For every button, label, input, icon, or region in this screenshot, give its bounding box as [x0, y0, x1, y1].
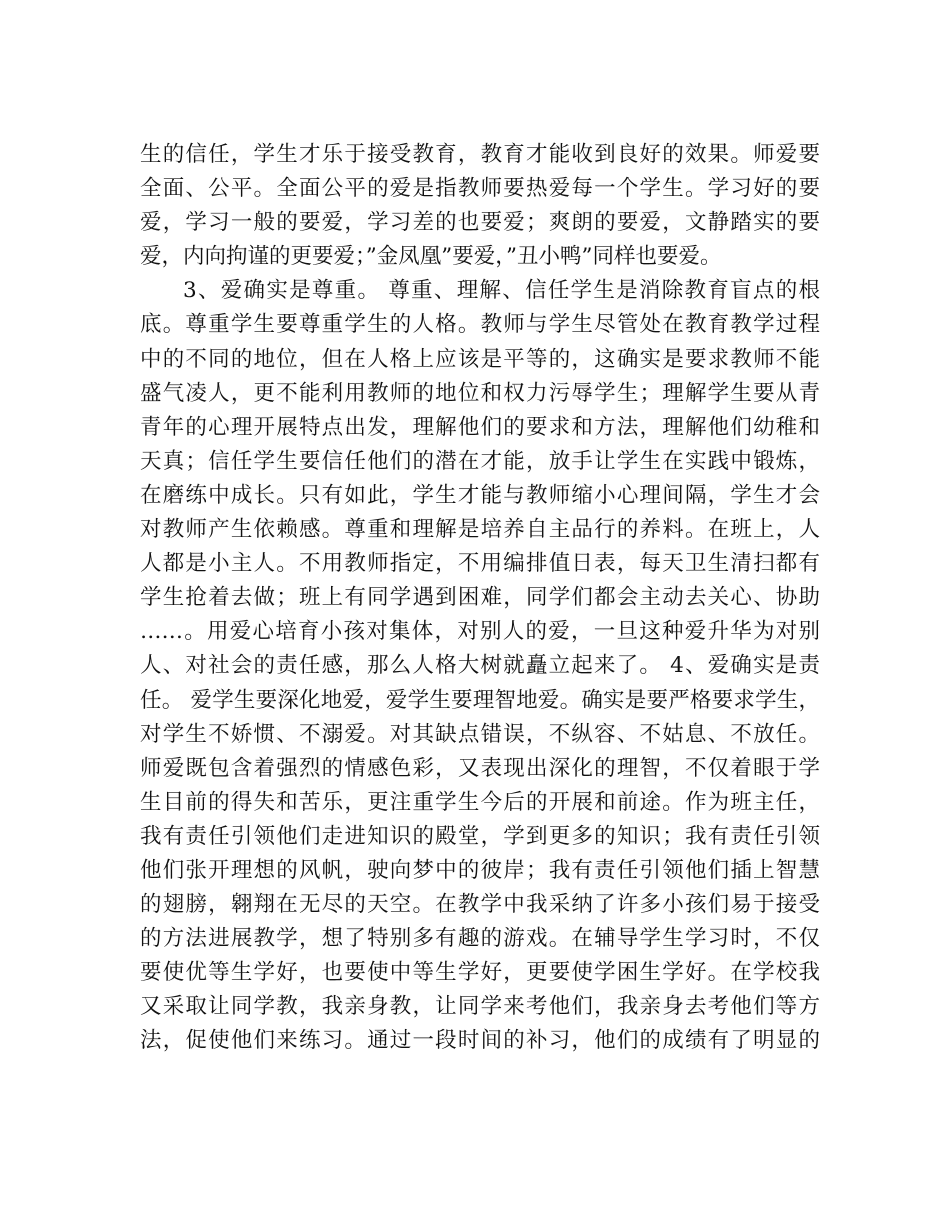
text-line: 人、对社会的责任感，那么人格大树就矗立起来了。 4、爱确实是责	[140, 653, 820, 679]
text-line: 任。 爱学生要深化地爱，爱学生要理智地爱。确实是要严格要求学生，	[140, 687, 820, 713]
text-line: 人都是小主人。不用教师指定，不用编排值日表，每天卫生清扫都有	[140, 551, 820, 577]
text-line: 爱，学习一般的要爱，学习差的也要爱；爽朗的要爱，文静踏实的要	[140, 210, 820, 236]
text-line: 底。尊重学生要尊重学生的人格。教师与学生尽管处在教育教学过程	[140, 312, 820, 338]
text-line: 生的信任，学生才乐于接受教育，教育才能收到良好的效果。师爱要	[140, 142, 820, 167]
text-line: 法，促使他们来练习。通过一段时间的补习，他们的成绩有了明显的	[140, 1028, 820, 1054]
body-text	[140, 138, 820, 1059]
text-line: 3、爱确实是尊重。 尊重、理解、信任学生是消除教育盲点的根	[183, 278, 820, 304]
text-line: 爱，内向拘谨的更要爱；”金凤凰”要爱，”丑小鸭”同样也要爱。	[140, 244, 722, 270]
text-line: 要使优等生学好，也要使中等生学好，更要使学困生学好。在学校我	[140, 960, 820, 986]
text-line: 青年的心理开展特点出发，理解他们的要求和方法，理解他们幼稚和	[140, 414, 820, 440]
text-line: 又采取让同学教，我亲身教，让同学来考他们，我亲身去考他们等方	[140, 994, 820, 1020]
text-line: 我有责任引领他们走进知识的殿堂，学到更多的知识；我有责任引领	[140, 823, 820, 849]
text-line: 盛气凌人，更不能利用教师的地位和权力污辱学生；理解学生要从青	[140, 380, 820, 406]
text-line: 对学生不娇惯、不溺爱。对其缺点错误，不纵容、不姑息、不放任。	[140, 721, 820, 747]
text-line: 在磨练中成长。只有如此，学生才能与教师缩小心理间隔，学生才会	[140, 482, 820, 508]
text-line: 的翅膀，翱翔在无尽的天空。在教学中我采纳了许多小孩们易于接受	[140, 892, 820, 918]
text-line: 全面、公平。全面公平的爱是指教师要热爱每一个学生。学习好的要	[140, 176, 820, 202]
text-line: 天真；信任学生要信任他们的潜在才能，放手让学生在实践中锻炼，	[140, 448, 820, 474]
text-line: ……。用爱心培育小孩对集体，对别人的爱，一旦这种爱升华为对别	[140, 619, 820, 645]
text-line: 他们张开理想的风帆，驶向梦中的彼岸；我有责任引领他们插上智慧	[140, 857, 820, 883]
text-line: 师爱既包含着强烈的情感色彩，又表现出深化的理智，不仅着眼于学	[140, 755, 820, 781]
text-line: 对教师产生依赖感。尊重和理解是培养自主品行的养料。在班上，人	[140, 517, 820, 543]
text-line: 的方法进展教学，想了特别多有趣的游戏。在辅导学生学习时，不仅	[140, 926, 820, 952]
text-line: 中的不同的地位，但在人格上应该是平等的，这确实是要求教师不能	[140, 346, 820, 372]
text-line: 学生抢着去做；班上有同学遇到困难，同学们都会主动去关心、协助	[140, 585, 820, 611]
text-line: 生目前的得失和苦乐，更注重学生今后的开展和前途。作为班主任，	[140, 789, 820, 815]
